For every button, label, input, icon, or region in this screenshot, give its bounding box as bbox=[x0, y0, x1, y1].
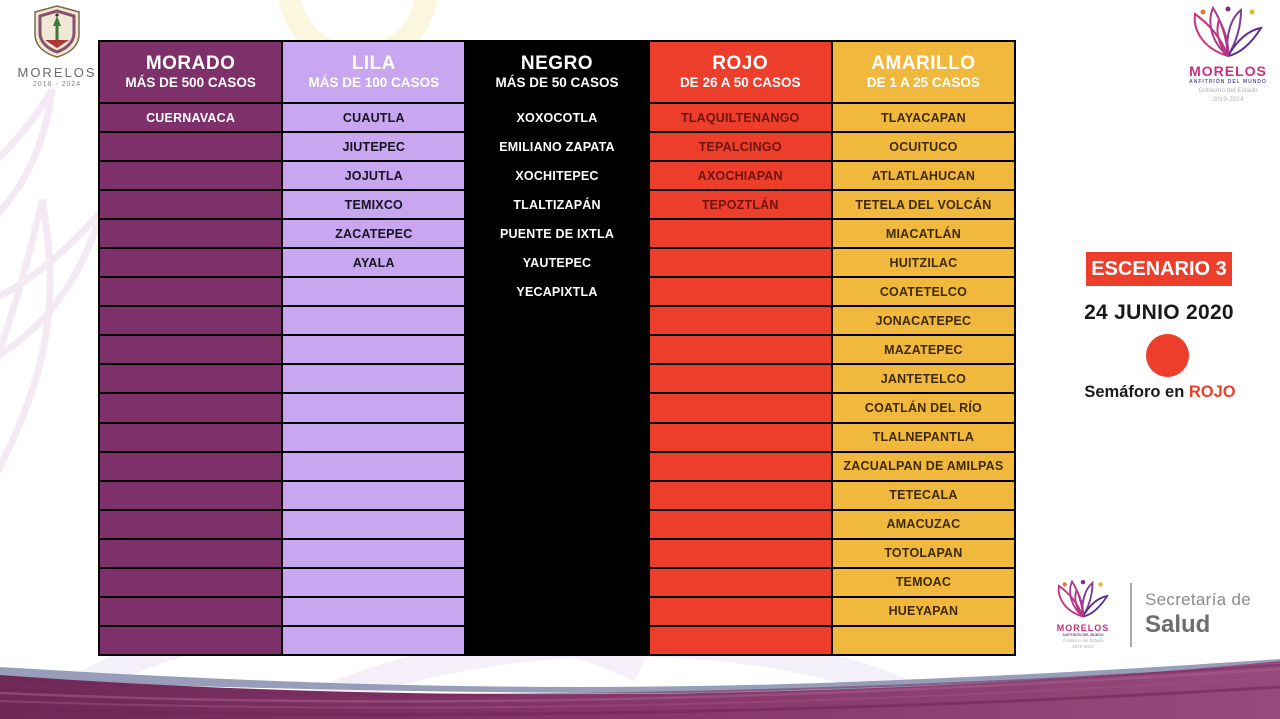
empty-cell bbox=[283, 276, 464, 305]
brand-name: MORELOS bbox=[1189, 63, 1267, 79]
empty-cell bbox=[466, 567, 647, 596]
column-subtitle: MÁS DE 50 CASOS bbox=[495, 75, 619, 91]
semaforo-value: ROJO bbox=[1188, 383, 1236, 401]
morelos-brand-logo bbox=[1183, 6, 1273, 103]
empty-cell bbox=[283, 509, 464, 538]
brand-government: Gobierno del Estado bbox=[1198, 87, 1258, 94]
flower-icon bbox=[1189, 6, 1267, 58]
empty-cell bbox=[650, 451, 831, 480]
municipality-cell: PUENTE DE IXTLA bbox=[466, 218, 647, 247]
municipality-cell: MIACATLÁN bbox=[833, 218, 1014, 247]
municipality-cell: HUITZILAC bbox=[833, 247, 1014, 276]
empty-cell bbox=[100, 247, 281, 276]
empty-cell bbox=[100, 480, 281, 509]
column-header-morado bbox=[100, 42, 281, 102]
empty-cell bbox=[650, 625, 831, 654]
municipality-cell: ZACATEPEC bbox=[283, 218, 464, 247]
empty-cell bbox=[100, 509, 281, 538]
municipality-cell: AYALA bbox=[283, 247, 464, 276]
brand-years: 2019-2024 bbox=[1212, 96, 1244, 103]
empty-cell bbox=[100, 567, 281, 596]
column-title: ROJO bbox=[712, 52, 769, 74]
empty-cell bbox=[100, 451, 281, 480]
empty-cell bbox=[283, 305, 464, 334]
empty-cell bbox=[650, 305, 831, 334]
brand-name: MORELOS bbox=[1056, 623, 1110, 633]
column-subtitle: MÁS DE 500 CASOS bbox=[125, 75, 256, 91]
empty-cell bbox=[100, 363, 281, 392]
empty-cell bbox=[100, 218, 281, 247]
municipality-cell: TOTOLAPAN bbox=[833, 538, 1014, 567]
municipality-cell: CUAUTLA bbox=[283, 102, 464, 131]
column-header-rojo bbox=[650, 42, 831, 102]
empty-cell bbox=[100, 276, 281, 305]
column-rojo bbox=[648, 42, 831, 654]
flower-icon bbox=[1054, 580, 1112, 618]
state-years: 2018 - 2024 bbox=[32, 81, 82, 88]
secretaria-salud-block bbox=[1046, 580, 1251, 649]
municipality-cell: MAZATEPEC bbox=[833, 334, 1014, 363]
column-title: LILA bbox=[351, 52, 396, 74]
column-title: NEGRO bbox=[520, 52, 594, 74]
column-negro bbox=[464, 42, 647, 654]
empty-cell bbox=[466, 363, 647, 392]
org-line1: Secretaría de bbox=[1145, 590, 1251, 609]
municipality-cell: JOJUTLA bbox=[283, 160, 464, 189]
empty-cell bbox=[283, 538, 464, 567]
municipality-cell: TLALTIZAPÁN bbox=[466, 189, 647, 218]
municipality-cell: TETELA DEL VOLCÁN bbox=[833, 189, 1014, 218]
empty-cell bbox=[100, 392, 281, 421]
empty-cell bbox=[283, 596, 464, 625]
municipality-cell: YECAPIXTLA bbox=[466, 276, 647, 305]
empty-cell bbox=[833, 625, 1014, 654]
column-title: MORADO bbox=[145, 52, 236, 74]
empty-cell bbox=[466, 596, 647, 625]
column-header-negro bbox=[466, 42, 647, 102]
municipality-cell: TEMOAC bbox=[833, 567, 1014, 596]
municipality-cell: COATETELCO bbox=[833, 276, 1014, 305]
empty-cell bbox=[100, 334, 281, 363]
municipality-cell: COATLÁN DEL RÍO bbox=[833, 392, 1014, 421]
semaforo-status bbox=[1056, 383, 1264, 402]
empty-cell bbox=[283, 625, 464, 654]
empty-cell bbox=[283, 363, 464, 392]
empty-cell bbox=[283, 451, 464, 480]
scenario-date: 24 JUNIO 2020 bbox=[1084, 301, 1234, 324]
empty-cell bbox=[466, 480, 647, 509]
empty-cell bbox=[650, 247, 831, 276]
empty-cell bbox=[650, 509, 831, 538]
municipality-cell: OCUITUCO bbox=[833, 131, 1014, 160]
brand-government: Gobierno del Estado bbox=[1062, 638, 1104, 643]
empty-cell bbox=[650, 276, 831, 305]
empty-cell bbox=[466, 625, 647, 654]
org-line2: Salud bbox=[1145, 611, 1211, 638]
scenario-badge: ESCENARIO 3 bbox=[1086, 252, 1232, 286]
column-lila bbox=[281, 42, 464, 654]
brand-tagline: ANFITRIÓN DEL MUNDO bbox=[1189, 79, 1267, 85]
empty-cell bbox=[466, 451, 647, 480]
empty-cell bbox=[100, 131, 281, 160]
municipality-cell: JIUTEPEC bbox=[283, 131, 464, 160]
empty-cell bbox=[650, 218, 831, 247]
column-header-lila bbox=[283, 42, 464, 102]
municipality-cell: TEPALCINGO bbox=[650, 131, 831, 160]
empty-cell bbox=[100, 422, 281, 451]
coat-of-arms-icon bbox=[32, 4, 82, 58]
morelos-brand-logo-small bbox=[1046, 580, 1120, 649]
municipality-cell: HUEYAPAN bbox=[833, 596, 1014, 625]
municipality-cell: JANTETELCO bbox=[833, 363, 1014, 392]
covid-case-table bbox=[98, 40, 1016, 656]
state-name: MORELOS bbox=[17, 65, 97, 80]
municipality-cell: TLALNEPANTLA bbox=[833, 422, 1014, 451]
empty-cell bbox=[100, 625, 281, 654]
municipality-cell: ZACUALPAN DE AMILPAS bbox=[833, 451, 1014, 480]
empty-cell bbox=[650, 422, 831, 451]
empty-cell bbox=[100, 538, 281, 567]
municipality-cell: AMACUZAC bbox=[833, 509, 1014, 538]
column-amarillo bbox=[831, 42, 1014, 654]
municipality-cell: EMILIANO ZAPATA bbox=[466, 131, 647, 160]
empty-cell bbox=[650, 538, 831, 567]
municipality-cell: XOCHITEPEC bbox=[466, 160, 647, 189]
column-subtitle: DE 26 A 50 CASOS bbox=[679, 75, 801, 91]
empty-cell bbox=[466, 305, 647, 334]
empty-cell bbox=[100, 596, 281, 625]
decorative-ribbon bbox=[0, 653, 1280, 719]
empty-cell bbox=[650, 334, 831, 363]
municipality-cell: AXOCHIAPAN bbox=[650, 160, 831, 189]
divider bbox=[1130, 583, 1132, 647]
empty-cell bbox=[283, 567, 464, 596]
municipality-cell: CUERNAVACA bbox=[100, 102, 281, 131]
empty-cell bbox=[466, 334, 647, 363]
column-header-amarillo bbox=[833, 42, 1014, 102]
empty-cell bbox=[650, 392, 831, 421]
brand-years: 2019-2024 bbox=[1072, 644, 1094, 649]
empty-cell bbox=[100, 160, 281, 189]
empty-cell bbox=[650, 567, 831, 596]
empty-cell bbox=[100, 305, 281, 334]
empty-cell bbox=[283, 422, 464, 451]
semaforo-label: Semáforo en bbox=[1084, 383, 1189, 401]
empty-cell bbox=[466, 422, 647, 451]
municipality-cell: TETECALA bbox=[833, 480, 1014, 509]
empty-cell bbox=[466, 509, 647, 538]
brand-tagline: ANFITRIÓN DEL MUNDO bbox=[1062, 633, 1104, 637]
municipality-cell: TEMIXCO bbox=[283, 189, 464, 218]
morelos-state-logo bbox=[14, 4, 100, 88]
empty-cell bbox=[650, 596, 831, 625]
column-subtitle: DE 1 A 25 CASOS bbox=[866, 75, 980, 91]
municipality-cell: YAUTEPEC bbox=[466, 247, 647, 276]
municipality-cell: TLAQUILTENANGO bbox=[650, 102, 831, 131]
empty-cell bbox=[283, 334, 464, 363]
empty-cell bbox=[283, 392, 464, 421]
municipality-cell: TLAYACAPAN bbox=[833, 102, 1014, 131]
traffic-light-red-circle bbox=[1146, 334, 1189, 377]
column-title: AMARILLO bbox=[871, 52, 976, 74]
municipality-cell: TEPOZTLÁN bbox=[650, 189, 831, 218]
municipality-cell: XOXOCOTLA bbox=[466, 102, 647, 131]
municipality-cell: JONACATEPEC bbox=[833, 305, 1014, 334]
column-subtitle: MÁS DE 100 CASOS bbox=[308, 75, 440, 91]
empty-cell bbox=[283, 480, 464, 509]
column-morado bbox=[100, 42, 281, 654]
empty-cell bbox=[650, 363, 831, 392]
municipality-cell: ATLATLAHUCAN bbox=[833, 160, 1014, 189]
empty-cell bbox=[466, 538, 647, 567]
empty-cell bbox=[100, 189, 281, 218]
empty-cell bbox=[466, 392, 647, 421]
empty-cell bbox=[650, 480, 831, 509]
